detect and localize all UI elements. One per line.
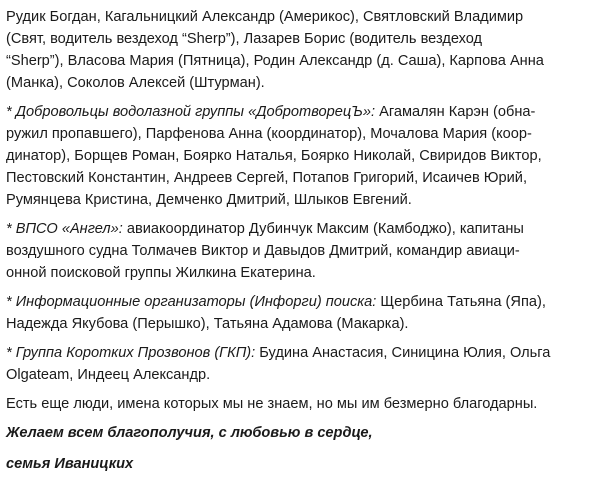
volunteers-intro-paragraph	[6, 6, 586, 94]
document-body	[6, 6, 586, 482]
text-line: “Sherp”), Власова Мария (Пятница), Родин Александр (д. Саша), Карпова Анна	[6, 53, 544, 69]
divers-group-paragraph	[6, 101, 586, 211]
text-line	[6, 291, 586, 313]
text-line: Надежда Якубова (Перышко), Татьяна Адамова (Макарка).	[6, 316, 409, 332]
text-line	[6, 342, 586, 364]
signature-text: семья Иваницких	[6, 456, 134, 472]
text-fragment: Агамалян Карэн (обна-	[375, 104, 536, 120]
thanks-text: Есть еще люди, имена которых мы не знаем, но мы им безмерно благодарны.	[6, 396, 538, 412]
divers-group-heading: * Добровольцы водолазной группы «ДобротворецЪ»:	[6, 104, 376, 120]
text-fragment: Будина Анастасия, Синицина Юлия, Ольга	[255, 345, 551, 361]
inforgi-group-heading: * Информационные организаторы (Инфорги) поиска:	[6, 294, 377, 310]
signature-paragraph	[6, 453, 586, 475]
text-line: динатор), Борщев Роман, Боярко Наталья, Боярко Николай, Свиридов Виктор,	[6, 148, 542, 164]
text-line: (Свят, водитель вездеход “Sherp”), Лазарев Борис (водитель вездеход	[6, 31, 483, 47]
text-line	[6, 218, 586, 240]
inforgi-group-paragraph	[6, 291, 586, 335]
text-line	[6, 101, 586, 123]
thanks-paragraph	[6, 393, 586, 415]
closing-text: Желаем всем благополучия, с любовью в сердце,	[6, 425, 373, 441]
text-line: ружил пропавшего), Парфенова Анна (координатор), Мочалова Мария (коор-	[6, 126, 532, 142]
text-fragment: Щербина Татьяна (Япа),	[376, 294, 546, 310]
gkp-group-paragraph	[6, 342, 586, 386]
gkp-group-heading: * Группа Коротких Прозвонов (ГКП):	[6, 345, 256, 361]
text-line: онной поисковой группы Жилкина Екатерина.	[6, 265, 316, 281]
closing-paragraph	[6, 422, 586, 444]
text-line: Румянцева Кристина, Демченко Дмитрий, Шлыков Евгений.	[6, 192, 412, 208]
text-line: Пестовский Константин, Андреев Сергей, Потапов Григорий, Исаичев Юрий,	[6, 170, 528, 186]
text-line: Рудик Богдан, Кагальницкий Александр (Америкос), Святловский Владимир	[6, 9, 524, 25]
text-line: (Манка), Соколов Алексей (Штурман).	[6, 75, 265, 91]
text-line: воздушного судна Толмачев Виктор и Давыдов Дмитрий, командир авиаци-	[6, 243, 520, 259]
text-line: Olgateam, Индеец Александр.	[6, 367, 211, 383]
angel-group-heading: * ВПСО «Ангел»:	[6, 221, 123, 237]
text-fragment: авиакоординатор Дубинчук Максим (Камбоджо), капитаны	[122, 221, 524, 237]
angel-group-paragraph	[6, 218, 586, 284]
